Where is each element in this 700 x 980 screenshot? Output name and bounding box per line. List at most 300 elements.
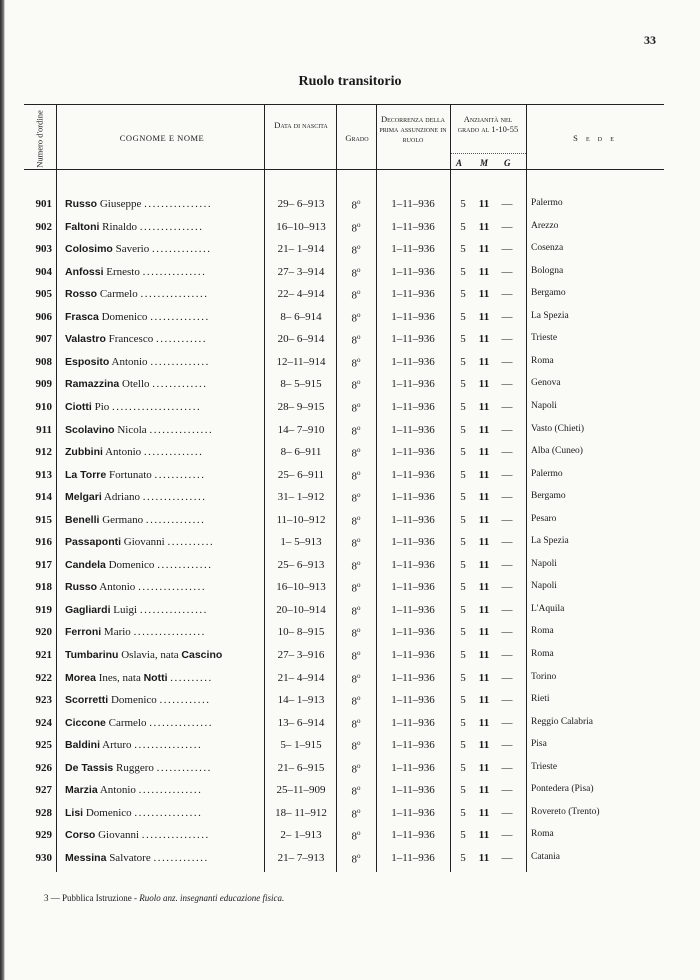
row-grado (338, 626, 374, 640)
row-sede: Rovereto (Trento) (531, 806, 600, 817)
row-given-name: Arturo (102, 739, 132, 752)
row-name (65, 401, 258, 413)
table-row (24, 488, 664, 508)
roster-table (24, 104, 664, 876)
row-leader-dots: ................ (140, 288, 209, 301)
row-birth-date: 20– 6–914 (277, 333, 325, 346)
row-decorrenza: 1–11–936 (391, 558, 435, 571)
row-grado-value: 8 (351, 831, 357, 844)
row-birth-date: 8– 6–911 (280, 446, 322, 459)
row-sede: Palermo (531, 468, 563, 479)
row-leader-dots: ............... (149, 423, 214, 436)
row-grado-ordinal: o (357, 265, 361, 274)
row-anz-mesi: 11 (478, 491, 490, 504)
row-decorrenza: 1–11–936 (391, 355, 435, 368)
row-given-name: Carmelo (108, 716, 147, 729)
row-anz-giorni: — (501, 784, 513, 797)
row-decorrenza: 1–11–936 (391, 603, 435, 616)
row-anz-mesi: 11 (478, 243, 490, 256)
row-name (65, 784, 258, 796)
row-name (65, 514, 258, 526)
row-grado-ordinal: o (357, 829, 361, 838)
row-grado-value: 8 (351, 560, 357, 573)
row-sede: Catania (531, 851, 561, 862)
row-given-name: Fortunato (108, 468, 152, 481)
row-name (65, 829, 258, 841)
row-anz-anni: 5 (460, 739, 466, 752)
row-leader-dots: ............. (157, 558, 213, 571)
row-decorrenza: 1–11–936 (391, 626, 435, 639)
row-given-name: Ines, nata (98, 671, 141, 684)
page-footer (44, 893, 284, 903)
row-name (65, 288, 258, 300)
row-decorrenza: 1–11–936 (391, 716, 435, 729)
row-leader-dots: .............. (143, 446, 204, 459)
row-anz-mesi: 11 (478, 851, 490, 864)
table-row (24, 849, 664, 869)
row-decorrenza: 1–11–936 (391, 400, 435, 413)
row-grado-ordinal: o (357, 581, 361, 590)
row-birth-date: 27– 3–914 (277, 265, 325, 278)
row-number: 921 (35, 649, 52, 661)
row-sede: Palermo (531, 198, 563, 208)
row-name (65, 852, 258, 864)
row-anz-mesi: 11 (478, 626, 490, 639)
row-surname: Lisi (65, 806, 84, 819)
row-anz-giorni: — (501, 851, 513, 864)
row-anz-anni: 5 (460, 626, 466, 639)
row-grado-value: 8 (351, 605, 357, 618)
row-sede: La Spezia (531, 310, 569, 321)
row-surname: Colosimo (65, 243, 113, 256)
row-given-name: Nicola (117, 423, 147, 436)
row-sede: Rieti (531, 694, 550, 705)
row-number: 903 (35, 243, 52, 256)
row-sede: Napoli (531, 581, 557, 592)
row-surname: Tumbarinu (65, 649, 119, 661)
row-decorrenza: 1–11–936 (391, 423, 435, 436)
row-anz-anni: 5 (460, 198, 466, 210)
row-anz-mesi: 11 (478, 265, 490, 278)
row-given-name: Pio (94, 400, 110, 413)
row-anz-giorni: — (501, 288, 513, 301)
row-birth-date: 31– 1–912 (277, 491, 325, 504)
row-grado-ordinal: o (357, 446, 361, 455)
row-grado-value: 8 (351, 470, 357, 483)
row-name (65, 694, 258, 706)
row-name (65, 356, 258, 368)
row-number: 915 (35, 513, 52, 526)
row-number: 924 (35, 716, 52, 729)
row-birth-date: 21– 6–915 (277, 761, 325, 774)
row-grado (338, 288, 374, 302)
row-anz-mesi: 11 (478, 829, 490, 842)
row-name (65, 446, 258, 458)
row-grado-value: 8 (351, 402, 357, 415)
row-leader-dots: ................. (133, 626, 206, 639)
row-anz-giorni: — (501, 603, 513, 616)
row-leader-dots: ............... (142, 265, 207, 278)
section-title: Ruolo transitorio (298, 74, 402, 89)
row-name (65, 559, 258, 571)
row-surname: Candela (65, 558, 106, 571)
row-anz-anni: 5 (460, 716, 466, 729)
row-given-name: Mario (103, 626, 131, 639)
row-grado-value: 8 (351, 515, 357, 528)
row-decorrenza: 1–11–936 (391, 468, 435, 481)
row-grado (338, 829, 374, 843)
row-number: 923 (35, 694, 52, 707)
row-birth-date: 20–10–914 (276, 603, 326, 616)
row-surname: Rosso (65, 288, 98, 301)
table-row (24, 714, 664, 734)
row-number: 911 (36, 423, 52, 436)
row-anz-mesi: 11 (478, 806, 490, 819)
row-anz-mesi: 11 (478, 468, 490, 481)
row-anz-mesi: 11 (478, 423, 490, 436)
row-grado-ordinal: o (357, 716, 361, 725)
row-grado-ordinal: o (357, 784, 361, 793)
row-grado-ordinal: o (357, 378, 361, 387)
row-decorrenza: 1–11–936 (391, 220, 435, 233)
row-decorrenza: 1–11–936 (391, 829, 435, 842)
row-leader-dots: ............... (139, 220, 204, 233)
row-sede: Pontedera (Pisa) (531, 784, 594, 795)
row-anz-giorni: — (501, 761, 513, 774)
row-anz-anni: 5 (460, 694, 466, 707)
row-surname: Morea (65, 671, 96, 684)
row-grado-value: 8 (351, 357, 357, 370)
row-given-name: Ernesto (106, 265, 140, 278)
row-anz-giorni: — (501, 626, 513, 639)
row-anz-giorni: — (501, 558, 513, 571)
table-row (24, 398, 664, 418)
row-sede: Napoli (531, 400, 557, 411)
row-surname: Passaponti (65, 536, 122, 549)
row-birth-date: 21– 7–913 (277, 851, 325, 864)
header-anzianita: Anzianità nel grado al 1-10-55 (457, 114, 519, 134)
row-anz-anni: 5 (460, 581, 466, 594)
row-grado-ordinal: o (357, 220, 361, 229)
row-grado (338, 852, 374, 866)
row-number: 910 (35, 400, 52, 413)
row-anz-mesi: 11 (478, 310, 490, 323)
table-row (24, 466, 664, 486)
row-anz-giorni: — (501, 536, 513, 549)
row-grado-ordinal: o (357, 671, 361, 680)
row-anz-anni: 5 (460, 333, 466, 346)
table-row (24, 578, 664, 598)
row-anz-giorni: — (501, 468, 513, 481)
table-row (24, 826, 664, 846)
row-birth-date: 29– 6–913 (277, 198, 325, 210)
row-anz-anni: 5 (460, 446, 466, 459)
row-number: 917 (35, 558, 52, 571)
row-grado-value: 8 (351, 334, 357, 347)
row-name (65, 491, 258, 503)
row-given-name: Domenico (110, 694, 157, 707)
row-birth-date: 13– 6–914 (277, 716, 325, 729)
table-row (24, 759, 664, 779)
row-birth-date: 10– 8–915 (277, 626, 325, 639)
table-row (24, 263, 664, 283)
row-number: 927 (35, 784, 52, 797)
row-number: 902 (35, 220, 52, 233)
row-grado-value: 8 (351, 650, 357, 663)
row-decorrenza: 1–11–936 (391, 739, 435, 752)
row-grado-ordinal: o (357, 198, 361, 206)
row-sede: Alba (Cuneo) (531, 446, 583, 457)
table-row (24, 533, 664, 553)
row-sede: Reggio Calabria (531, 716, 593, 727)
row-name (65, 739, 258, 751)
row-anz-giorni: — (501, 513, 513, 526)
row-grado-value: 8 (351, 289, 357, 302)
row-grado (338, 469, 374, 483)
row-leader-dots: ............. (152, 378, 208, 391)
row-birth-date: 12–11–914 (276, 355, 326, 368)
row-grado-value: 8 (351, 740, 357, 753)
row-grado (338, 784, 374, 798)
row-anz-anni: 5 (460, 649, 466, 661)
row-decorrenza: 1–11–936 (391, 851, 435, 864)
row-decorrenza: 1–11–936 (391, 671, 435, 684)
row-leader-dots: ............ (155, 333, 207, 346)
row-anz-mesi: 11 (478, 513, 490, 526)
row-surname-birth: Cascino (181, 649, 223, 661)
row-sede: La Spezia (531, 536, 569, 547)
table-row (24, 804, 664, 824)
row-decorrenza: 1–11–936 (391, 581, 435, 594)
row-anz-giorni: — (501, 446, 513, 459)
footer-title: Ruolo anz. insegnanti educazione fisica. (139, 893, 285, 903)
row-anz-giorni: — (501, 265, 513, 278)
row-anz-anni: 5 (460, 265, 466, 278)
table-row (24, 218, 664, 238)
row-grado-ordinal: o (357, 333, 361, 342)
row-anz-anni: 5 (460, 243, 466, 256)
row-given-name: Domenico (101, 310, 148, 323)
row-anz-anni: 5 (460, 536, 466, 549)
row-grado (338, 807, 374, 821)
row-grado-value: 8 (351, 785, 357, 798)
table-row (24, 285, 664, 305)
row-decorrenza: 1–11–936 (391, 265, 435, 278)
row-given-name: Antonio (99, 581, 136, 594)
row-leader-dots: ............... (149, 716, 213, 729)
row-given-name: Antonio (111, 355, 148, 368)
row-grado-value: 8 (351, 380, 357, 393)
row-leader-dots: ..................... (112, 400, 202, 413)
row-anz-mesi: 11 (478, 603, 490, 616)
row-grado (338, 401, 374, 415)
row-leader-dots: ................ (144, 198, 213, 210)
row-name (65, 626, 258, 638)
anz-subrule (450, 153, 526, 154)
row-surname: Esposito (65, 355, 110, 368)
row-anz-mesi: 11 (478, 198, 490, 210)
row-anz-mesi: 11 (478, 288, 490, 301)
row-anz-anni: 5 (460, 491, 466, 504)
row-name (65, 198, 258, 210)
row-anz-anni: 5 (460, 558, 466, 571)
row-decorrenza: 1–11–936 (391, 694, 435, 707)
row-number: 930 (35, 851, 52, 864)
row-birth-date: 27– 3–916 (277, 649, 325, 661)
row-grado (338, 514, 374, 528)
row-name (65, 672, 258, 684)
row-anz-mesi: 11 (478, 671, 490, 684)
row-birth-date: 1– 5–913 (280, 536, 322, 549)
row-surname: Faltoni (65, 220, 100, 233)
row-name (65, 266, 258, 278)
row-given-name: Domenico (85, 806, 132, 819)
row-anz-anni: 5 (460, 355, 466, 368)
row-leader-dots: ................ (139, 603, 208, 616)
page-spine-shadow (0, 0, 5, 980)
row-anz-mesi: 11 (478, 400, 490, 413)
row-anz-anni: 5 (460, 310, 466, 323)
row-name (65, 333, 258, 345)
row-anz-giorni: — (501, 378, 513, 391)
row-given-name: Rinaldo (102, 220, 138, 233)
row-grado-ordinal: o (357, 739, 361, 748)
row-name (65, 311, 258, 323)
row-anz-mesi: 11 (478, 378, 490, 391)
row-grado-value: 8 (351, 808, 357, 821)
row-grado (338, 356, 374, 370)
row-anz-anni: 5 (460, 468, 466, 481)
row-leader-dots: ................ (141, 829, 210, 842)
row-grado-ordinal: o (357, 243, 361, 252)
row-name (65, 424, 258, 436)
row-leader-dots: ............... (142, 491, 207, 504)
row-leader-dots: .............. (150, 310, 210, 323)
row-anz-giorni: — (501, 716, 513, 729)
row-grado (338, 649, 374, 663)
row-anz-giorni: — (501, 198, 513, 210)
row-sede: Bergamo (531, 288, 566, 299)
row-grado-ordinal: o (357, 536, 361, 545)
row-anz-anni: 5 (460, 423, 466, 436)
row-name (65, 649, 258, 661)
row-grado (338, 672, 374, 686)
row-birth-date: 18– 11–912 (275, 806, 327, 819)
row-surname: Melgari (65, 491, 102, 504)
row-anz-anni: 5 (460, 288, 466, 301)
row-grado (338, 198, 374, 212)
table-row (24, 646, 664, 666)
row-leader-dots: .......... (170, 671, 213, 684)
row-given-name: Antonio (99, 784, 136, 797)
row-sede: Trieste (531, 333, 558, 344)
row-surname: Russo (65, 581, 98, 594)
row-grado (338, 243, 374, 257)
row-birth-date: 25–11–909 (276, 784, 326, 797)
row-grado (338, 333, 374, 347)
table-row (24, 601, 664, 621)
row-decorrenza: 1–11–936 (391, 243, 435, 256)
row-number: 904 (35, 265, 52, 278)
row-grado-value: 8 (351, 628, 357, 641)
row-sede: Roma (531, 829, 554, 840)
row-sede: Pisa (531, 739, 547, 750)
row-anz-giorni: — (501, 423, 513, 436)
row-grado (338, 491, 374, 505)
table-row (24, 623, 664, 643)
row-anz-mesi: 11 (478, 355, 490, 368)
row-surname: Zubbini (65, 446, 103, 459)
row-grado-ordinal: o (357, 851, 361, 860)
row-given-name: Carmelo (99, 288, 138, 301)
row-surname: Scorretti (65, 694, 109, 707)
table-row (24, 781, 664, 801)
row-birth-date: 11–10–912 (276, 513, 326, 526)
row-anz-mesi: 11 (478, 694, 490, 707)
row-sede: Roma (531, 649, 554, 659)
row-given-name: Saverio (115, 243, 150, 256)
row-decorrenza: 1–11–936 (391, 513, 435, 526)
row-leader-dots: ............ (154, 468, 206, 481)
row-grado (338, 581, 374, 595)
row-number: 929 (35, 829, 52, 842)
row-anz-anni: 5 (460, 603, 466, 616)
table-row (24, 443, 664, 463)
row-grado (338, 559, 374, 573)
row-number: 907 (35, 333, 52, 346)
table-row (24, 308, 664, 328)
row-leader-dots: ............. (156, 761, 212, 774)
row-given-name: Ruggero (116, 761, 154, 774)
row-anz-giorni: — (501, 649, 513, 661)
row-anz-giorni: — (501, 310, 513, 323)
row-sede: Vasto (Chieti) (531, 423, 585, 434)
row-grado-value: 8 (351, 853, 357, 866)
row-grado-ordinal: o (357, 468, 361, 477)
row-anz-giorni: — (501, 806, 513, 819)
row-grado-value: 8 (351, 763, 357, 776)
row-grado-ordinal: o (357, 694, 361, 703)
row-number: 912 (35, 446, 52, 459)
row-decorrenza: 1–11–936 (391, 784, 435, 797)
row-surname: Baldini (65, 739, 101, 752)
row-surname: Anfossi (65, 265, 104, 278)
row-grado-ordinal: o (357, 761, 361, 770)
row-sede: Napoli (531, 558, 557, 569)
row-anz-giorni: — (501, 400, 513, 413)
row-sede: Torino (531, 671, 557, 682)
row-surname: Ferroni (65, 626, 102, 639)
row-grado-value: 8 (351, 312, 357, 325)
row-grado (338, 604, 374, 618)
row-given-name: Germano (102, 513, 144, 526)
row-surname: Benelli (65, 513, 100, 526)
row-grado (338, 311, 374, 325)
row-decorrenza: 1–11–936 (391, 198, 435, 210)
row-anz-giorni: — (501, 333, 513, 346)
row-surname: Marzia (65, 784, 98, 797)
row-anz-giorni: — (501, 243, 513, 256)
header-bottom-rule (24, 169, 664, 170)
row-decorrenza: 1–11–936 (391, 333, 435, 346)
row-anz-giorni: — (501, 491, 513, 504)
row-name (65, 469, 258, 481)
table-top-rule (24, 104, 664, 105)
table-row (24, 511, 664, 531)
row-surname: Ramazzina (65, 378, 120, 391)
page-number: 33 (644, 33, 656, 47)
row-grado-value: 8 (351, 583, 357, 595)
